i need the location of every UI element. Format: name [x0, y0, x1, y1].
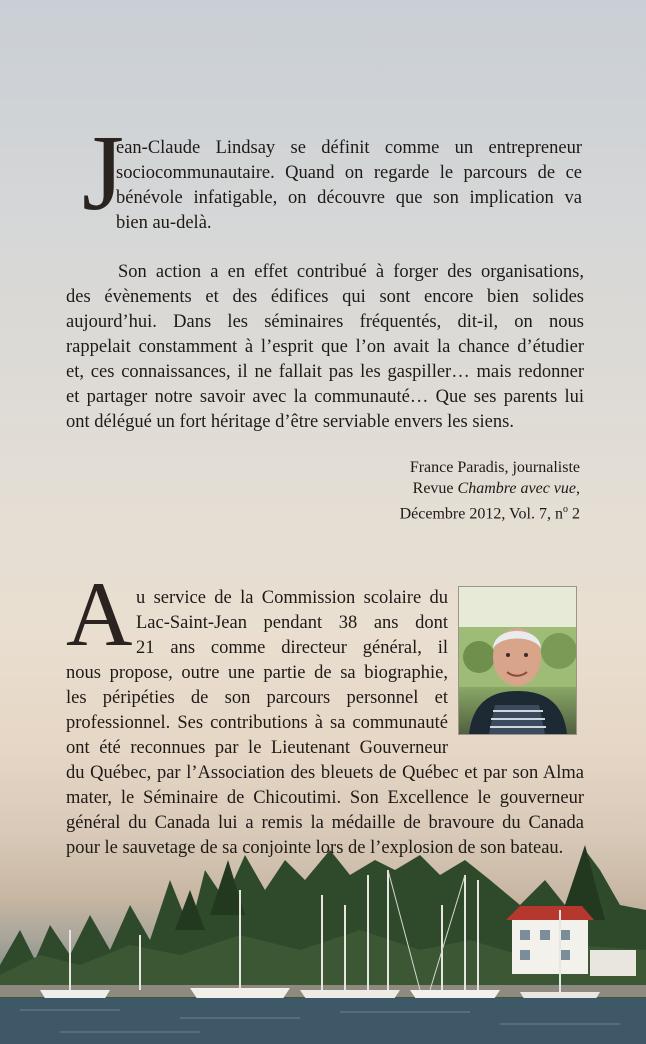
text-line: des évènements et des édifices qui sont encore bien solides — [66, 287, 584, 307]
text-line: ont délégué un fort héritage d’être serviable envers les siens. — [66, 412, 514, 432]
text-line: bénévole infatigable, on découvre que son implication va — [116, 188, 582, 208]
text-line: aujourd’hui. Dans les séminaires fréquentés, dit-il, on nous — [66, 312, 584, 332]
text-line: 21 ans comme directeur général, il — [136, 638, 448, 658]
issue-number: 2 — [568, 505, 580, 523]
text-line: pour le sauvetage de sa conjointe lors de l’explosion de son bateau. — [66, 838, 564, 858]
attribution-revue — [400, 478, 580, 499]
text-line: et partager notre savoir avec la communauté… Que ses parents lui — [66, 387, 584, 407]
quote-paragraph-2 — [66, 260, 584, 435]
revue-prefix: Revue — [412, 480, 458, 497]
text-line: Son action a en effet contribué à forger des organisations, — [118, 262, 584, 282]
text-line: les péripéties de son parcours personnel et — [66, 688, 448, 708]
text-line: ean-Claude Lindsay se définit comme un entrepreneur — [116, 138, 582, 158]
quote-paragraph-1 — [116, 136, 582, 236]
bio-paragraph-mid — [66, 661, 448, 711]
text-line: professionnel. Ses contributions à sa communauté — [66, 713, 448, 733]
bio-paragraph-top — [136, 586, 448, 661]
drop-cap-a: A — [66, 563, 133, 665]
text-line: général du Canada lui a remis la médaille de bravoure du Canada — [66, 813, 584, 833]
quote-attribution — [400, 457, 580, 524]
text-line: sociocommunautaire. Quand on regarde le parcours de ce — [116, 163, 582, 183]
text-line: ont été reconnues par le Lieutenant Gouverneur — [66, 738, 448, 758]
text-line: bien au-delà. — [116, 213, 212, 233]
revue-suffix: , — [576, 480, 580, 497]
text-line: Lac-Saint-Jean pendant 38 ans dont — [136, 613, 448, 633]
attribution-author: France Paradis, journaliste — [409, 459, 580, 476]
bio-paragraph-bottom — [66, 711, 584, 861]
text-line: u service de la Commission scolaire du — [136, 588, 448, 608]
attribution-issue — [400, 499, 580, 524]
water — [0, 998, 646, 1044]
text-line: et, ces connaissances, il ne fallait pas les gaspiller… mais redonner — [66, 362, 584, 382]
issue-superscript: o — [563, 504, 568, 515]
revue-title: Chambre avec vue — [457, 480, 576, 497]
issue-text: Décembre 2012, Vol. 7, n — [399, 505, 563, 523]
text-line: rappelait constamment à l’esprit que l’on avait la chance d’étudier — [66, 337, 584, 357]
drop-cap-j: J — [82, 114, 125, 233]
text-line: mater, le Séminaire de Chicoutimi. Son Excellence le gouverneur — [66, 788, 584, 808]
text-line: du Québec, par l’Association des bleuets de Québec et par son Alma — [66, 763, 584, 783]
text-line: nous propose, outre une partie de sa biographie, — [66, 663, 448, 683]
